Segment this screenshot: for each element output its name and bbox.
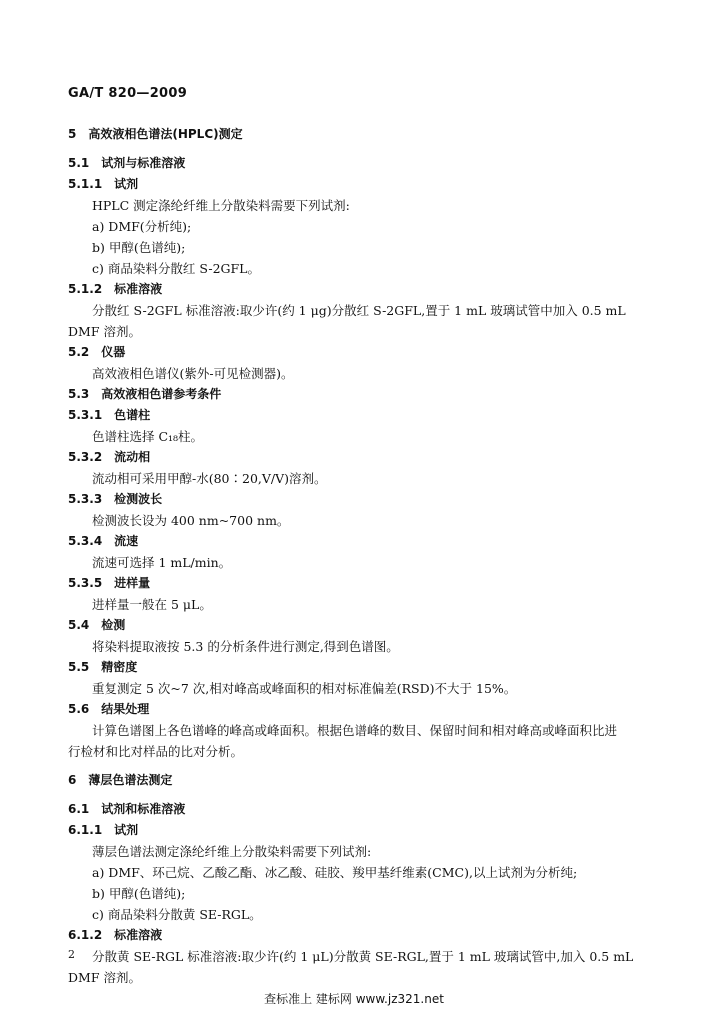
- page-number: 2: [68, 948, 75, 961]
- paragraph-line: 检测波长设为 400 nm~700 nm。: [92, 513, 290, 528]
- paragraph-line: 高效液相色谱仪(紫外-可见检测器)。: [92, 366, 294, 381]
- section-title: 进样量: [114, 576, 151, 590]
- section-number: 6.1.2: [68, 928, 103, 942]
- section-heading: [68, 124, 640, 145]
- section-title: 试剂和标准溶液: [101, 802, 186, 816]
- section-number: 5.6: [68, 702, 90, 716]
- section-heading: [68, 342, 640, 363]
- section-title: 高效液相色谱参考条件: [101, 387, 222, 401]
- paragraph-continuation: DMF 溶剂。: [68, 324, 141, 339]
- paragraph-line: 重复测定 5 次~7 次,相对峰高或峰面积的相对标准偏差(RSD)不大于 15%。: [92, 681, 517, 696]
- section-title: 检测波长: [114, 492, 163, 506]
- paragraph-line: 色谱柱选择 C₁₈柱。: [92, 429, 204, 444]
- section-title: 标准溶液: [114, 282, 163, 296]
- section-title: 结果处理: [101, 702, 150, 716]
- section-heading: [68, 770, 640, 791]
- paragraph-line: 流动相可采用甲醇-水(80∶20,V/V)溶剂。: [92, 471, 327, 486]
- section-number: 5.3: [68, 387, 90, 401]
- section-title: 流速: [114, 534, 139, 548]
- section-heading: [68, 174, 640, 195]
- paragraph-line: b) 甲醇(色谱纯);: [92, 240, 186, 255]
- section-number: 5.1.2: [68, 282, 103, 296]
- paragraph-line: b) 甲醇(色谱纯);: [92, 886, 186, 901]
- section-title: 检测: [101, 618, 126, 632]
- paragraph-line: 计算色谱图上各色谱峰的峰高或峰面积。根据色谱峰的数目、保留时间和相对峰高或峰面积比进: [92, 723, 618, 738]
- paragraph-line: c) 商品染料分散红 S-2GFL。: [92, 261, 260, 276]
- section-number: 5.1: [68, 156, 90, 170]
- section-number: 6.1: [68, 802, 90, 816]
- section-heading: [68, 820, 640, 841]
- section-heading: [68, 153, 640, 174]
- section-heading: [68, 925, 640, 946]
- section-heading: [68, 279, 640, 300]
- spacer: [68, 145, 640, 153]
- paragraph-line: HPLC 测定涤纶纤维上分散染料需要下列试剂:: [92, 198, 350, 213]
- section-title: 试剂与标准溶液: [101, 156, 186, 170]
- spacer: [68, 762, 640, 770]
- section-title: 试剂: [114, 177, 139, 191]
- section-title: 流动相: [114, 450, 151, 464]
- section-number: 5.3.2: [68, 450, 103, 464]
- section-title: 试剂: [114, 823, 139, 837]
- standard-code-header: GA/T 820—2009: [68, 86, 188, 101]
- section-number: 5.3.3: [68, 492, 103, 506]
- section-title: 仪器: [101, 345, 126, 359]
- section-number: 5.3.5: [68, 576, 103, 590]
- document-body: [68, 124, 640, 988]
- section-number: 5.5: [68, 660, 90, 674]
- paragraph-line: 分散红 S-2GFL 标准溶液:取少许(约 1 μg)分散红 S-2GFL,置于 1 mL 玻璃试管中加入 0.5 mL: [92, 303, 626, 318]
- section-heading: [68, 615, 640, 636]
- section-heading: [68, 405, 640, 426]
- section-number: 5.3.1: [68, 408, 103, 422]
- footer-watermark-text: 查标准上 建标网 www.jz321.net: [264, 992, 444, 1006]
- section-title: 色谱柱: [114, 408, 151, 422]
- paragraph-line: 将染料提取液按 5.3 的分析条件进行测定,得到色谱图。: [92, 639, 399, 654]
- section-title: 精密度: [101, 660, 138, 674]
- paragraph-line: 分散黄 SE-RGL 标准溶液:取少许(约 1 μL)分散黄 SE-RGL,置于 1 mL 玻璃试管中,加入 0.5 mL: [92, 949, 634, 964]
- paragraph-continuation: 行检材和比对样品的比对分析。: [68, 744, 244, 759]
- paragraph-line: 进样量一般在 5 μL。: [92, 597, 212, 612]
- paragraph-line: 流速可选择 1 mL/min。: [92, 555, 232, 570]
- section-heading: [68, 573, 640, 594]
- paragraph-continuation: DMF 溶剂。: [68, 970, 141, 985]
- section-heading: [68, 489, 640, 510]
- section-heading: [68, 447, 640, 468]
- section-heading: [68, 799, 640, 820]
- section-title: 标准溶液: [114, 928, 163, 942]
- section-number: 6.1.1: [68, 823, 103, 837]
- section-heading: [68, 531, 640, 552]
- section-number: 5.2: [68, 345, 90, 359]
- section-heading: [68, 384, 640, 405]
- spacer: [68, 791, 640, 799]
- section-title: 薄层色谱法测定: [88, 773, 173, 787]
- section-number: 5.4: [68, 618, 90, 632]
- section-heading: [68, 699, 640, 720]
- paragraph-line: 薄层色谱法测定涤纶纤维上分散染料需要下列试剂:: [92, 844, 372, 859]
- paragraph-line: a) DMF(分析纯);: [92, 219, 192, 234]
- section-number: 6: [68, 773, 77, 787]
- section-number: 5.1.1: [68, 177, 103, 191]
- paragraph-line: c) 商品染料分散黄 SE-RGL。: [92, 907, 262, 922]
- section-number: 5: [68, 127, 77, 141]
- section-number: 5.3.4: [68, 534, 103, 548]
- paragraph-line: a) DMF、环己烷、乙酸乙酯、冰乙酸、硅胶、羧甲基纤维素(CMC),以上试剂为分析纯;: [92, 865, 578, 880]
- section-title: 高效液相色谱法(HPLC)测定: [88, 127, 243, 141]
- section-heading: [68, 657, 640, 678]
